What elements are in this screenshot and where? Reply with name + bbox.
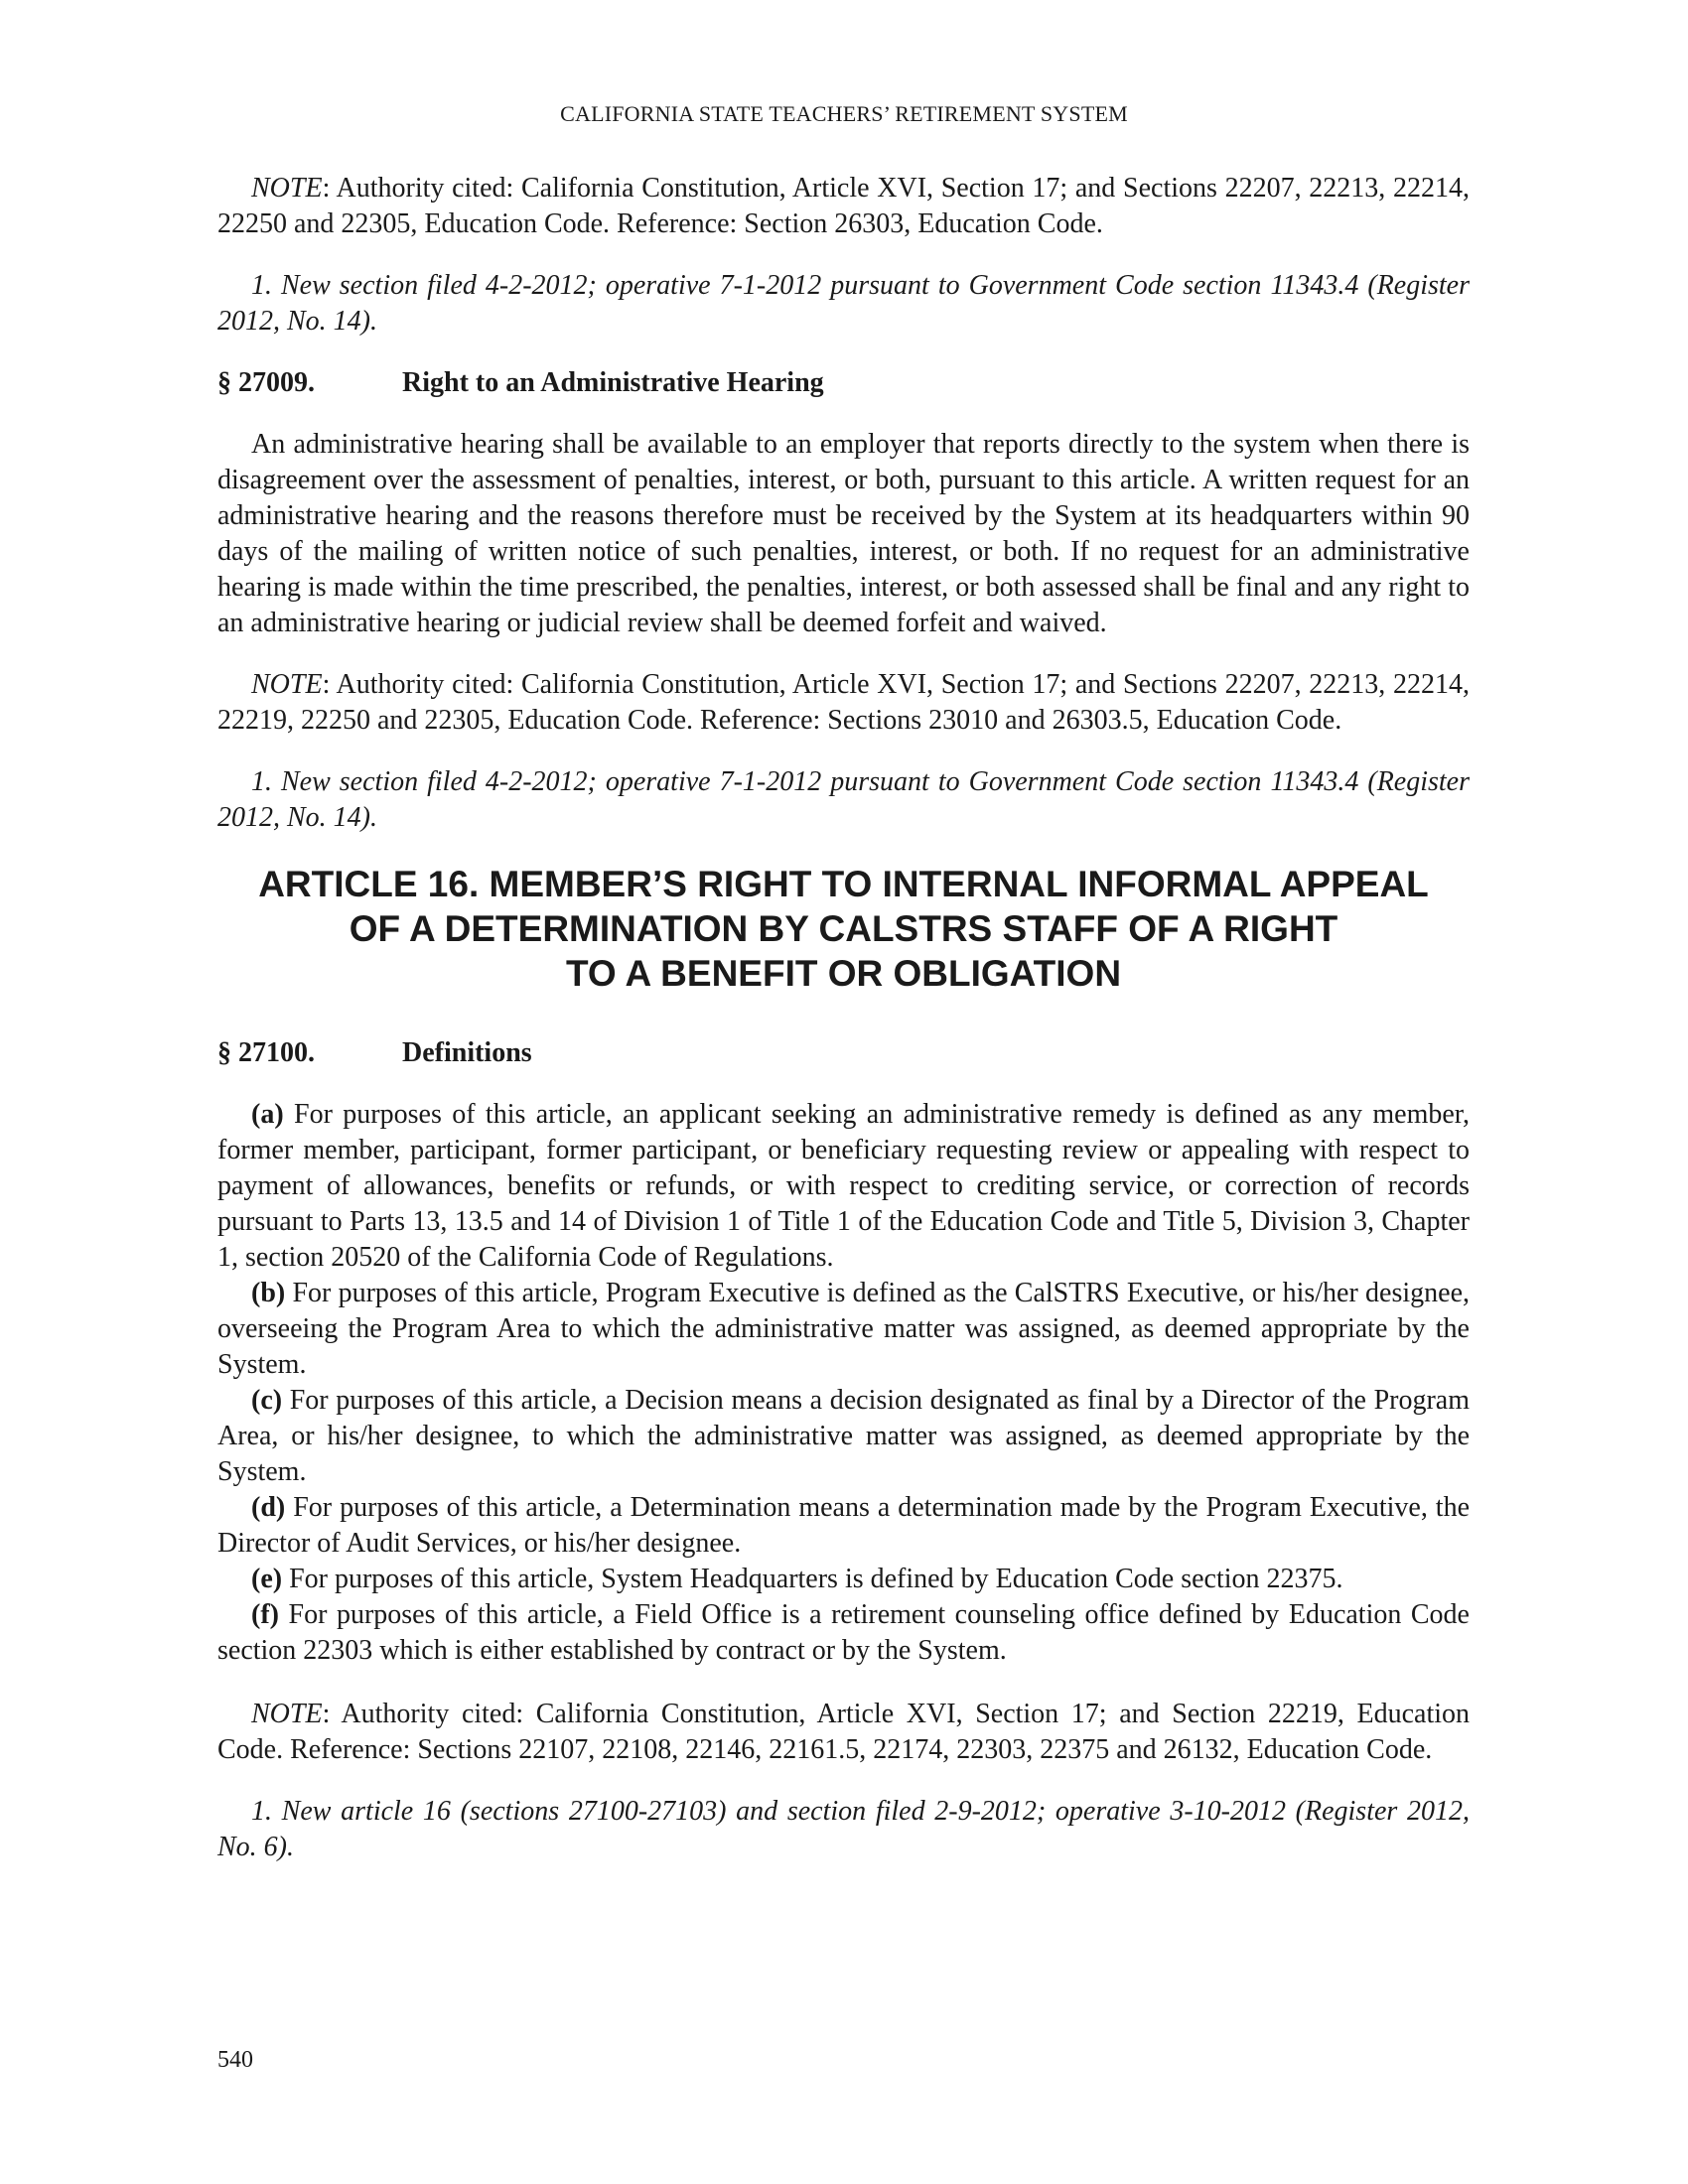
section-heading-27100	[217, 1035, 1470, 1071]
section-heading-27009	[217, 365, 1470, 401]
definition-text: For purposes of this article, System Headquarters is defined by Education Code section 22375.	[282, 1564, 1343, 1594]
definition-text: For purposes of this article, an applicant seeking an administrative remedy is defined as any member, former member, participant, former participant, or beneficiary requesting review or appealing with respect to payment of allowances, benefits or refunds, or with respect to crediting service, or correction of records pursuant to Parts 13, 13.5 and 14 of Division 1 of Title 1 of the Education Code and Title 5, Division 3, Chapter 1, section 20520 of the California Code of Regulations.	[217, 1099, 1470, 1273]
definition-label: (f)	[251, 1599, 279, 1630]
section-title: Right to an Administrative Hearing	[402, 367, 824, 398]
definition-item	[217, 1276, 1470, 1383]
section-title: Definitions	[402, 1037, 532, 1068]
article-16-heading	[217, 862, 1470, 996]
note-text: : Authority cited: California Constitution, Article XVI, Section 17; and Section 22219, Education Code. Reference: Sections 22107, 22108, 22146, 22161.5, 22174, 22303, 22375 and 26132, Education Code.	[217, 1699, 1470, 1765]
note-label: NOTE	[251, 173, 323, 204]
definition-label: (d)	[251, 1492, 286, 1523]
history-note-3: 1. New article 16 (sections 27100-27103) and section filed 2-9-2012; operative 3-10-2012 (Register 2012, No. 6).	[217, 1796, 1470, 1862]
article-heading-line: OF A DETERMINATION BY CALSTRS STAFF OF A RIGHT	[349, 908, 1338, 949]
definition-item	[217, 1383, 1470, 1490]
article-heading-line: ARTICLE 16. MEMBER’S RIGHT TO INTERNAL INFORMAL APPEAL	[258, 864, 1429, 904]
running-header: CALIFORNIA STATE TEACHERS’ RETIREMENT SYSTEM	[560, 101, 1128, 126]
note-authority-2	[217, 667, 1470, 739]
section-27009-body: An administrative hearing shall be available to an employer that reports directly to the system when there is disagreement over the assessment of penalties, interest, or both, pursuant to this article. A written request for an administrative hearing and the reasons therefore must be received by the System at its headquarters within 90 days of the mailing of written notice of such penalties, interest, or both. If no request for an administrative hearing is made within the time prescribed, the penalties, interest, or both assessed shall be final and any right to an administrative hearing or judicial review shall be deemed forfeit and waived.	[217, 429, 1470, 638]
section-number: § 27009.	[217, 367, 315, 398]
definition-item	[217, 1490, 1470, 1562]
definition-item	[217, 1562, 1470, 1597]
note-text: : Authority cited: California Constitution, Article XVI, Section 17; and Sections 22207, 22213, 22214, 22219, 22250 and 22305, Education Code. Reference: Sections 23010 and 26303.5, Education Code.	[217, 669, 1470, 736]
definition-text: For purposes of this article, a Determination means a determination made by the Program Executive, the Director of Audit Services, or his/her designee.	[217, 1492, 1470, 1559]
note-authority-1	[217, 171, 1470, 242]
history-note-2: 1. New section filed 4-2-2012; operative 7-1-2012 pursuant to Government Code section 11343.4 (Register 2012, No. 14).	[217, 766, 1470, 833]
definition-item	[217, 1597, 1470, 1669]
definition-item	[217, 1097, 1470, 1276]
definition-label: (a)	[251, 1099, 284, 1130]
definition-text: For purposes of this article, a Decision means a decision designated as final by a Director of the Program Area, or his/her designee, to which the administrative matter was assigned, as deemed appropriate by the System.	[217, 1385, 1470, 1487]
article-heading-line: TO A BENEFIT OR OBLIGATION	[565, 953, 1122, 994]
document-body	[217, 171, 1470, 1865]
definition-label: (b)	[251, 1278, 286, 1308]
definition-text: For purposes of this article, Program Executive is defined as the CalSTRS Executive, or his/her designee, overseeing the Program Area to which the administrative matter was assigned, as deemed appropriate by the System.	[217, 1278, 1470, 1380]
section-number: § 27100.	[217, 1037, 315, 1068]
definition-text: For purposes of this article, a Field Office is a retirement counseling office defined by Education Code section 22303 which is either established by contract or by the System.	[217, 1599, 1470, 1666]
page-number: 540	[217, 2047, 253, 2073]
history-note-1: 1. New section filed 4-2-2012; operative 7-1-2012 pursuant to Government Code section 11343.4 (Register 2012, No. 14).	[217, 270, 1470, 337]
note-authority-3	[217, 1697, 1470, 1768]
note-label: NOTE	[251, 1699, 323, 1729]
note-label: NOTE	[251, 669, 323, 700]
definition-label: (e)	[251, 1564, 283, 1594]
definition-label: (c)	[251, 1385, 283, 1416]
note-text: : Authority cited: California Constitution, Article XVI, Section 17; and Sections 22207, 22213, 22214, 22250 and 22305, Education Code. Reference: Section 26303, Education Code.	[217, 173, 1470, 239]
